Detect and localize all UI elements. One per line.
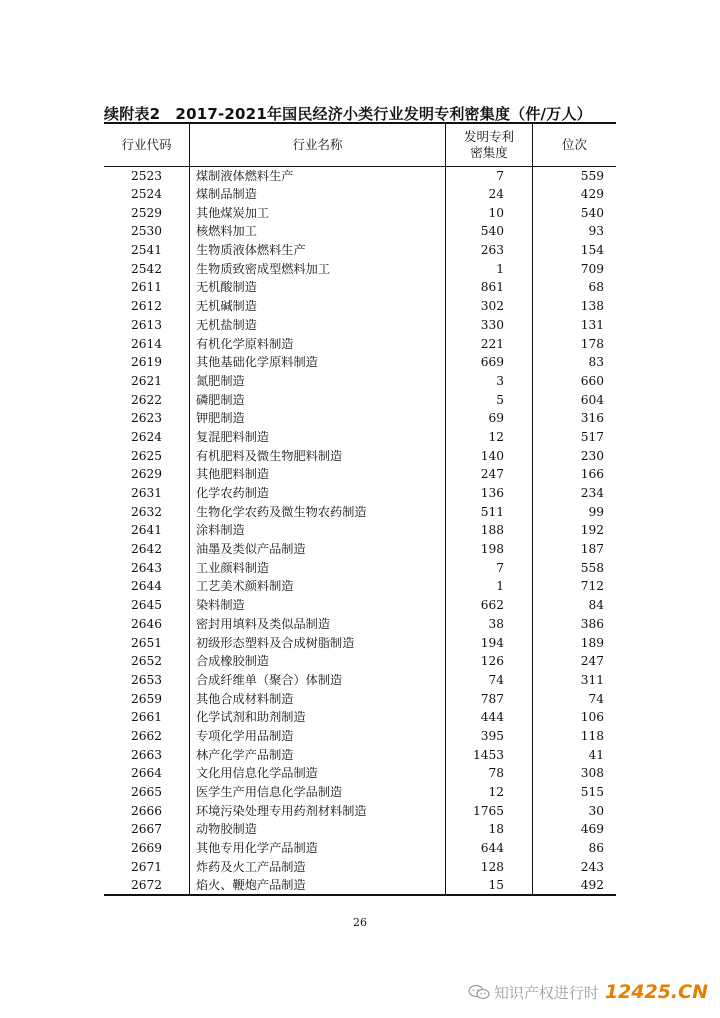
- cell-density: 302: [446, 297, 533, 316]
- cell-name: 其他煤炭加工: [190, 203, 446, 222]
- cell-density: 3: [446, 372, 533, 391]
- table-row: [104, 876, 616, 895]
- cell-code: 2643: [104, 558, 190, 577]
- cell-rank: 74: [588, 691, 604, 706]
- cell-rank: 234: [580, 486, 604, 501]
- cell-rank: 558: [580, 560, 604, 575]
- cell-code: 2665: [104, 783, 190, 802]
- cell-rank: 308: [580, 766, 604, 781]
- table-row: [104, 484, 616, 503]
- cell-code: 2646: [104, 615, 190, 634]
- cell-name: 生物化学农药及微生物农药制造: [190, 502, 446, 521]
- cell-code: 2661: [104, 708, 190, 727]
- table-row: [104, 615, 616, 634]
- cell-density: 662: [446, 596, 533, 615]
- cell-code: 2619: [104, 353, 190, 372]
- cell-rank: 189: [580, 635, 604, 650]
- cell-density: 15: [446, 876, 533, 895]
- cell-name: 无机盐制造: [190, 316, 446, 335]
- cell-rank: 386: [580, 616, 604, 631]
- cell-code: 2622: [104, 390, 190, 409]
- cell-name: 氮肥制造: [190, 372, 446, 391]
- cell-density: 18: [446, 820, 533, 839]
- cell-density: 194: [446, 633, 533, 652]
- table-row: [104, 745, 616, 764]
- cell-density: 861: [446, 278, 533, 297]
- wechat-icon: [468, 984, 490, 1000]
- table-row: [104, 577, 616, 596]
- cell-code: 2644: [104, 577, 190, 596]
- header-name: 行业名称: [190, 123, 446, 166]
- cell-code: 2542: [104, 259, 190, 278]
- cell-density: 5: [446, 390, 533, 409]
- cell-density: 78: [446, 764, 533, 783]
- cell-code: 2663: [104, 745, 190, 764]
- cell-name: 生物质致密成型燃料加工: [190, 259, 446, 278]
- cell-density: 1: [446, 577, 533, 596]
- cell-name: 化学试剂和助剂制造: [190, 708, 446, 727]
- table-row: [104, 596, 616, 615]
- cell-name: 染料制造: [190, 596, 446, 615]
- cell-density: 1765: [446, 801, 533, 820]
- cell-name: 合成纤维单（聚合）体制造: [190, 671, 446, 690]
- table-row: [104, 203, 616, 222]
- cell-name: 工业颜料制造: [190, 558, 446, 577]
- cell-rank: 311: [580, 672, 604, 687]
- cell-density: 263: [446, 241, 533, 260]
- cell-density: 511: [446, 502, 533, 521]
- table-row: [104, 465, 616, 484]
- cell-code: 2659: [104, 689, 190, 708]
- cell-name: 环境污染处理专用药剂材料制造: [190, 801, 446, 820]
- cell-rank: 515: [580, 785, 604, 800]
- table-row: [104, 241, 616, 260]
- cell-density: 247: [446, 465, 533, 484]
- cell-code: 2529: [104, 203, 190, 222]
- cell-name: 炸药及火工产品制造: [190, 857, 446, 876]
- cell-rank: 492: [533, 876, 617, 895]
- cell-name: 密封用填料及类似品制造: [190, 615, 446, 634]
- cell-name: 其他合成材料制造: [190, 689, 446, 708]
- cell-code: 2641: [104, 521, 190, 540]
- table-row: [104, 390, 616, 409]
- cell-rank: 138: [580, 299, 604, 314]
- cell-density: 395: [446, 727, 533, 746]
- table-row: [104, 801, 616, 820]
- cell-density: 136: [446, 484, 533, 503]
- cell-name: 其他基础化学原料制造: [190, 353, 446, 372]
- cell-code: 2523: [104, 166, 190, 185]
- cell-name: 煤制液体燃料生产: [190, 166, 446, 185]
- table-title: 续附表2 2017-2021年国民经济小类行业发明专利密集度（件/万人）: [104, 105, 592, 123]
- cell-rank: 68: [588, 280, 604, 295]
- cell-density: 126: [446, 652, 533, 671]
- cell-density: 188: [446, 521, 533, 540]
- cell-name: 焰火、鞭炮产品制造: [190, 876, 446, 895]
- header-density: [446, 123, 533, 166]
- cell-code: 2614: [104, 334, 190, 353]
- table-row: [104, 502, 616, 521]
- cell-code: 2672: [104, 876, 190, 895]
- cell-name: 油墨及类似产品制造: [190, 540, 446, 559]
- cell-name: 涂料制造: [190, 521, 446, 540]
- cell-name: 磷肥制造: [190, 390, 446, 409]
- cell-density: 12: [446, 428, 533, 447]
- table-row: [104, 558, 616, 577]
- cell-code: 2612: [104, 297, 190, 316]
- header-code: 行业代码: [104, 123, 190, 166]
- cell-name: 其他肥料制造: [190, 465, 446, 484]
- page-number: 26: [353, 916, 367, 929]
- cell-name: 核燃料加工: [190, 222, 446, 241]
- cell-rank: 30: [588, 803, 604, 818]
- cell-code: 2611: [104, 278, 190, 297]
- cell-rank: 247: [580, 654, 604, 669]
- cell-code: 2664: [104, 764, 190, 783]
- cell-rank: 517: [580, 429, 604, 444]
- cell-density: 38: [446, 615, 533, 634]
- cell-rank: 660: [580, 373, 604, 388]
- cell-density: 1: [446, 259, 533, 278]
- cell-density: 12: [446, 783, 533, 802]
- cell-density: 10: [446, 203, 533, 222]
- cell-name: 钾肥制造: [190, 409, 446, 428]
- cell-density: 540: [446, 222, 533, 241]
- cell-code: 2625: [104, 446, 190, 465]
- patent-density-table: [104, 122, 616, 896]
- cell-name: 有机肥料及微生物肥料制造: [190, 446, 446, 465]
- cell-code: 2623: [104, 409, 190, 428]
- cell-rank: 84: [588, 598, 604, 613]
- table-row: [104, 727, 616, 746]
- table-row: [104, 166, 616, 185]
- table-header: [104, 123, 616, 166]
- cell-rank: 154: [580, 243, 604, 258]
- watermark-site: 12425.CN: [604, 981, 708, 1003]
- cell-rank: 192: [580, 523, 604, 538]
- cell-name: 有机化学原料制造: [190, 334, 446, 353]
- cell-name: 化学农药制造: [190, 484, 446, 503]
- header-density-line2: 密集度: [470, 144, 508, 160]
- cell-code: 2629: [104, 465, 190, 484]
- cell-name: 文化用信息化学品制造: [190, 764, 446, 783]
- cell-code: 2642: [104, 540, 190, 559]
- cell-name: 林产化学产品制造: [190, 745, 446, 764]
- cell-rank: 106: [580, 710, 604, 725]
- header-density-line1: 发明专利: [463, 128, 514, 144]
- cell-density: 644: [446, 839, 533, 858]
- table-row: [104, 278, 616, 297]
- table-row: [104, 259, 616, 278]
- cell-name: 生物质液体燃料生产: [190, 241, 446, 260]
- cell-name: 医学生产用信息化学品制造: [190, 783, 446, 802]
- table-row: [104, 839, 616, 858]
- cell-code: 2671: [104, 857, 190, 876]
- watermark-text: 知识产权进行时: [493, 983, 599, 1002]
- cell-rank: 712: [580, 579, 604, 594]
- cell-rank: 41: [588, 747, 604, 762]
- table-row: [104, 764, 616, 783]
- cell-code: 2624: [104, 428, 190, 447]
- cell-density: 787: [446, 689, 533, 708]
- cell-code: 2632: [104, 502, 190, 521]
- cell-rank: 604: [580, 392, 604, 407]
- table-row: [104, 334, 616, 353]
- table-row: [104, 633, 616, 652]
- cell-code: 2631: [104, 484, 190, 503]
- cell-code: 2666: [104, 801, 190, 820]
- cell-rank: 166: [580, 467, 604, 482]
- table-row: [104, 316, 616, 335]
- cell-density: 128: [446, 857, 533, 876]
- cell-rank: 99: [588, 504, 604, 519]
- table-row: [104, 540, 616, 559]
- cell-rank: 86: [588, 841, 604, 856]
- table-row: [104, 409, 616, 428]
- header-rank: 位次: [533, 123, 617, 166]
- cell-rank: 429: [580, 187, 604, 202]
- cell-rank: 230: [580, 448, 604, 463]
- cell-rank: 131: [580, 317, 604, 332]
- cell-density: 669: [446, 353, 533, 372]
- cell-density: 7: [446, 558, 533, 577]
- table-row: [104, 428, 616, 447]
- table-row: [104, 783, 616, 802]
- cell-code: 2652: [104, 652, 190, 671]
- cell-density: 221: [446, 334, 533, 353]
- table-row: [104, 857, 616, 876]
- table-row: [104, 652, 616, 671]
- cell-rank: 469: [580, 822, 604, 837]
- cell-code: 2669: [104, 839, 190, 858]
- cell-code: 2613: [104, 316, 190, 335]
- cell-rank: 540: [580, 205, 604, 220]
- table-row: [104, 185, 616, 204]
- cell-name: 无机碱制造: [190, 297, 446, 316]
- cell-code: 2645: [104, 596, 190, 615]
- cell-code: 2667: [104, 820, 190, 839]
- cell-rank: 316: [580, 411, 604, 426]
- cell-rank: 243: [580, 859, 604, 874]
- cell-density: 1453: [446, 745, 533, 764]
- cell-rank: 118: [580, 728, 604, 743]
- cell-density: 7: [446, 166, 533, 185]
- table-row: [104, 521, 616, 540]
- table-row: [104, 820, 616, 839]
- table-row: [104, 372, 616, 391]
- cell-code: 2524: [104, 185, 190, 204]
- cell-density: 330: [446, 316, 533, 335]
- cell-density: 140: [446, 446, 533, 465]
- table-row: [104, 353, 616, 372]
- cell-density: 74: [446, 671, 533, 690]
- header-row: [104, 123, 616, 166]
- cell-code: 2662: [104, 727, 190, 746]
- cell-rank: 178: [580, 336, 604, 351]
- cell-density: 198: [446, 540, 533, 559]
- cell-name: 动物胶制造: [190, 820, 446, 839]
- cell-code: 2541: [104, 241, 190, 260]
- cell-name: 煤制品制造: [190, 185, 446, 204]
- table-row: [104, 689, 616, 708]
- cell-rank: 83: [588, 355, 604, 370]
- cell-rank: 93: [588, 224, 604, 239]
- table-row: [104, 446, 616, 465]
- cell-name: 初级形态塑料及合成树脂制造: [190, 633, 446, 652]
- cell-code: 2621: [104, 372, 190, 391]
- cell-code: 2651: [104, 633, 190, 652]
- cell-name: 复混肥料制造: [190, 428, 446, 447]
- cell-code: 2653: [104, 671, 190, 690]
- cell-name: 无机酸制造: [190, 278, 446, 297]
- watermark: [468, 981, 708, 1003]
- cell-rank: 559: [580, 168, 604, 183]
- cell-name: 其他专用化学产品制造: [190, 839, 446, 858]
- cell-name: 合成橡胶制造: [190, 652, 446, 671]
- cell-density: 444: [446, 708, 533, 727]
- table-body: [104, 166, 616, 895]
- cell-name: 专项化学用品制造: [190, 727, 446, 746]
- cell-rank: 187: [580, 542, 604, 557]
- table-row: [104, 671, 616, 690]
- cell-name: 工艺美术颜料制造: [190, 577, 446, 596]
- cell-rank: 709: [580, 261, 604, 276]
- cell-density: 24: [446, 185, 533, 204]
- table-row: [104, 708, 616, 727]
- cell-code: 2530: [104, 222, 190, 241]
- table-row: [104, 222, 616, 241]
- cell-density: 69: [446, 409, 533, 428]
- table-row: [104, 297, 616, 316]
